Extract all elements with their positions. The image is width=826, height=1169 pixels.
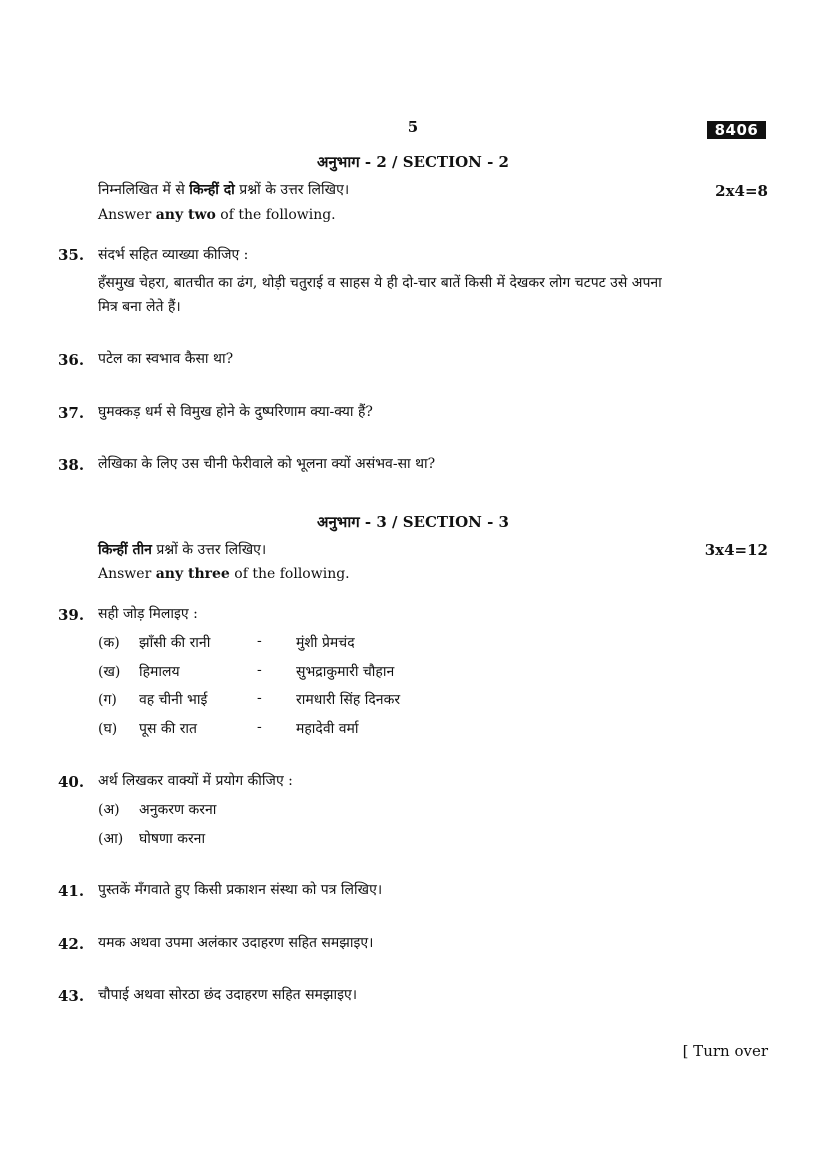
sub-item-text: अनुकरण करना — [139, 802, 217, 818]
instruction-emphasis: किन्हीं दो — [189, 182, 235, 198]
match-dash: - — [257, 662, 262, 678]
question-text: सही जोड़ मिलाइए : — [98, 606, 198, 622]
question-text: संदर्भ सहित व्याख्या कीजिए : — [98, 247, 249, 263]
question-number: 40. — [58, 773, 85, 791]
question-number: 42. — [58, 935, 85, 953]
instruction-text: of the following. — [229, 566, 350, 582]
match-right-item: सुभद्राकुमारी चौहान — [296, 664, 395, 680]
page-number: 5 — [407, 118, 419, 136]
question-number: 35. — [58, 246, 85, 264]
sub-item-tag: (आ) — [98, 831, 124, 847]
instruction-text: निम्नलिखित में से — [98, 182, 190, 198]
question-text: चौपाई अथवा सोरठा छंद उदाहरण सहित समझाइए। — [98, 987, 358, 1003]
sub-item-tag: (अ) — [98, 802, 120, 818]
match-dash: - — [257, 690, 262, 706]
match-left-item: पूस की रात — [139, 721, 198, 737]
match-left-item: झाँसी की रानी — [139, 635, 211, 651]
section-2-instruction-hindi — [98, 180, 349, 199]
instruction-text: of the following. — [215, 207, 336, 223]
match-right-item: महादेवी वर्मा — [296, 721, 359, 737]
match-tag: (ग) — [98, 692, 117, 708]
instruction-text: Answer — [98, 207, 156, 223]
question-text: घुमक्कड़ धर्म से विमुख होने के दुष्परिणाम क्या-क्या हैं? — [98, 404, 373, 420]
match-right-item: मुंशी प्रेमचंद — [296, 635, 355, 651]
instruction-text: प्रश्नों के उत्तर लिखिए। — [151, 542, 267, 558]
sub-item-text: घोषणा करना — [139, 831, 206, 847]
section-3-marks: 3x4=12 — [704, 541, 768, 559]
section-3-instruction-hindi — [98, 540, 266, 559]
section-2-instruction-english — [98, 207, 336, 223]
match-right-item: रामधारी सिंह दिनकर — [296, 692, 401, 708]
question-number: 37. — [58, 404, 85, 422]
question-number: 36. — [58, 351, 85, 369]
question-number: 41. — [58, 882, 85, 900]
match-tag: (क) — [98, 635, 120, 651]
turn-over-note: [ Turn over — [682, 1042, 768, 1060]
match-tag: (घ) — [98, 721, 118, 737]
match-dash: - — [257, 633, 262, 649]
match-left-item: वह चीनी भाई — [139, 692, 208, 708]
question-text: अर्थ लिखकर वाक्यों में प्रयोग कीजिए : — [98, 773, 293, 789]
match-dash: - — [257, 719, 262, 735]
question-text: यमक अथवा उपमा अलंकार उदाहरण सहित समझाइए। — [98, 935, 374, 951]
match-left-item: हिमालय — [139, 664, 180, 680]
section-3-title: अनुभाग - 3 / SECTION - 3 — [317, 513, 509, 531]
question-passage-line: मित्र बना लेते हैं। — [98, 299, 181, 315]
match-tag: (ख) — [98, 664, 121, 680]
instruction-text: Answer — [98, 566, 156, 582]
section-3-instruction-english — [98, 566, 350, 582]
instruction-emphasis: any three — [155, 566, 230, 582]
question-text: लेखिका के लिए उस चीनी फेरीवाले को भूलना क्यों असंभव-सा था? — [98, 456, 436, 472]
instruction-emphasis: any two — [155, 207, 216, 223]
question-number: 39. — [58, 606, 85, 624]
question-text: पटेल का स्वभाव कैसा था? — [98, 351, 234, 367]
question-number: 38. — [58, 456, 85, 474]
question-passage-line: हँसमुख चेहरा, बातचीत का ढंग, थोड़ी चतुराई व साहस ये ही दो-चार बातें किसी में देखकर लोग चटपट उसे अपना — [98, 275, 662, 291]
question-text: पुस्तकें मँगवाते हुए किसी प्रकाशन संस्था को पत्र लिखिए। — [98, 882, 383, 898]
instruction-text: प्रश्नों के उत्तर लिखिए। — [234, 182, 350, 198]
instruction-emphasis: किन्हीं तीन — [98, 542, 152, 558]
paper-code-badge: 8406 — [707, 121, 766, 139]
question-number: 43. — [58, 987, 85, 1005]
section-2-marks: 2x4=8 — [715, 182, 768, 200]
section-2-title: अनुभाग - 2 / SECTION - 2 — [317, 153, 509, 171]
